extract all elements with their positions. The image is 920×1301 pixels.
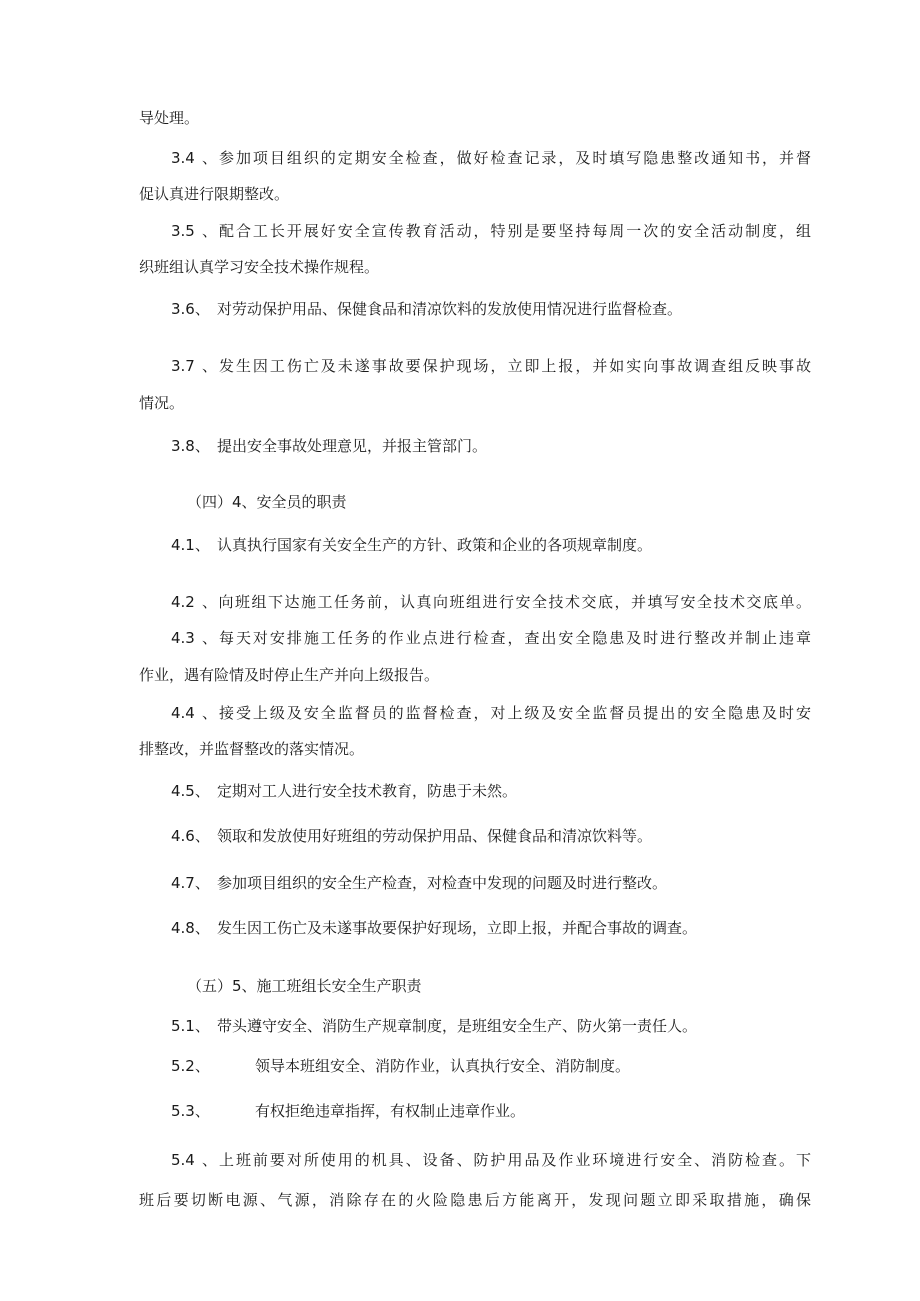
clause-text: （四）4、安全员的职责: [187, 493, 347, 511]
clause-text: 导处理。: [139, 109, 200, 127]
text-line: [171, 1016, 811, 1036]
text-line: [171, 436, 811, 456]
clause-text: 参加项目组织的定期安全检查，做好检查记录，及时填写隐患整改通知书，并督: [217, 149, 811, 167]
clause-number: 4.3、: [171, 629, 217, 647]
clause-number: 5.2、: [171, 1057, 210, 1075]
text-line: [139, 393, 811, 413]
text-line: [187, 976, 859, 996]
clause-text: 配合工长开展好安全宣传教育活动，特别是要坚持每周一次的安全活动制度，组: [217, 222, 811, 240]
clause-number: 3.7、: [171, 357, 217, 375]
clause-text: 参加项目组织的安全生产检查，对检查中发现的问题及时进行整改。: [217, 874, 668, 892]
clause-text: 有权拒绝违章指挥，有权制止违章作业。: [255, 1102, 526, 1120]
text-line: [171, 148, 811, 168]
clause-text: 提出安全事故处理意见，并报主管部门。: [217, 437, 488, 455]
text-line: [187, 492, 859, 512]
text-line: [171, 918, 811, 938]
text-line: [171, 1101, 811, 1121]
clause-text: 每天对安排施工任务的作业点进行检查，查出安全隐患及时进行整改并制止违章: [217, 629, 811, 647]
text-line: [139, 184, 811, 204]
clause-number: 4.6、: [171, 827, 210, 845]
clause-text: 领导本班组安全、消防作业，认真执行安全、消防制度。: [255, 1057, 631, 1075]
clause-number: 4.4、: [171, 704, 217, 722]
clause-number: 4.7、: [171, 874, 210, 892]
text-line: [171, 592, 811, 612]
clause-number: 4.1、: [171, 536, 210, 554]
clause-text: 促认真进行限期整改。: [139, 185, 290, 203]
clause-number: 4.5、: [171, 782, 210, 800]
clause-text: 带头遵守安全、消防生产规章制度，是班组安全生产、防火第一责任人。: [217, 1017, 698, 1035]
clause-number: 5.1、: [171, 1017, 210, 1035]
clause-number: 4.2、: [171, 593, 217, 611]
clause-number: 3.8、: [171, 437, 210, 455]
text-line: [139, 257, 811, 277]
clause-text: 对劳动保护用品、保健食品和清凉饮料的发放使用情况进行监督检查。: [217, 300, 683, 318]
clause-text: 认真执行国家有关安全生产的方针、政策和企业的各项规章制度。: [217, 536, 653, 554]
clause-number: 5.3、: [171, 1102, 210, 1120]
text-line: [171, 356, 811, 376]
text-line: [139, 108, 811, 128]
text-line: [139, 1190, 811, 1210]
text-line: [171, 628, 811, 648]
text-line: [171, 535, 811, 555]
clause-text: 发生因工伤亡及未遂事故要保护现场，立即上报，并如实向事故调查组反映事故: [217, 357, 811, 375]
text-line: [171, 781, 811, 801]
text-line: [139, 665, 811, 685]
text-line: [171, 1150, 811, 1170]
clause-text: 向班组下达施工任务前，认真向班组进行安全技术交底，并填写安全技术交底单。: [217, 593, 811, 611]
text-line: [139, 739, 811, 759]
clause-text: 发生因工伤亡及未遂事故要保护好现场，立即上报，并配合事故的调查。: [217, 919, 698, 937]
clause-text: 作业，遇有险情及时停止生产并向上级报告。: [139, 666, 440, 684]
clause-number: 4.8、: [171, 919, 210, 937]
text-line: [171, 826, 811, 846]
clause-text: 织班组认真学习安全技术操作规程。: [139, 258, 380, 276]
clause-text: 定期对工人进行安全技术教育，防患于未然。: [217, 782, 518, 800]
clause-number: 3.5、: [171, 222, 217, 240]
clause-number: 5.4、: [171, 1151, 217, 1169]
clause-number: 3.6、: [171, 300, 210, 318]
clause-text: （五）5、施工班组长安全生产职责: [187, 977, 422, 995]
clause-text: 情况。: [139, 394, 185, 412]
clause-text: 领取和发放使用好班组的劳动保护用品、保健食品和清凉饮料等。: [217, 827, 653, 845]
clause-text: 班后要切断电源、气源，消除存在的火险隐患后方能离开，发现问题立即采取措施，确保: [139, 1191, 811, 1209]
text-line: [171, 299, 811, 319]
clause-number: 3.4、: [171, 149, 217, 167]
clause-text: 接受上级及安全监督员的监督检查，对上级及安全监督员提出的安全隐患及时安: [217, 704, 811, 722]
clause-text: 排整改，并监督整改的落实情况。: [139, 740, 365, 758]
clause-text: 上班前要对所使用的机具、设备、防护用品及作业环境进行安全、消防检查。下: [217, 1151, 811, 1169]
text-line: [171, 873, 811, 893]
text-line: [171, 1056, 811, 1076]
text-line: [171, 221, 811, 241]
text-line: [171, 703, 811, 723]
